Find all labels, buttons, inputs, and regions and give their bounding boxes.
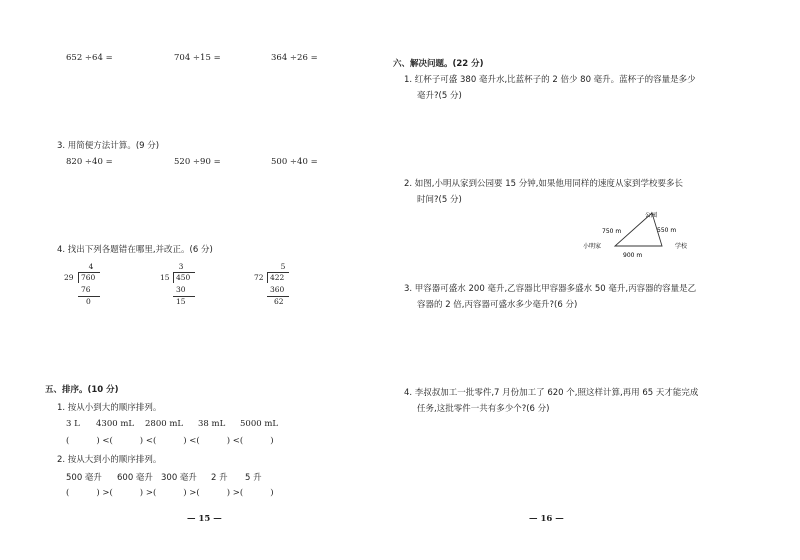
page-number: — 15 —	[187, 514, 222, 524]
sort-ascending-title: 1. 按从小到大的顺序排列。	[57, 403, 162, 413]
dividend: 450	[176, 273, 191, 282]
division-problem: 704 ÷15 =	[174, 53, 221, 63]
home-label: 小明家	[583, 243, 602, 250]
sort-item: 600 毫升	[117, 473, 153, 483]
division-bracket	[78, 272, 79, 283]
problem-text: 2. 如图,小明从家到公园要 15 分钟,如果他用同样的速度从家到学校要多长	[404, 179, 683, 189]
long-division	[64, 262, 124, 312]
quotient: 4	[88, 262, 94, 271]
problem-text: 毫升?(5 分)	[417, 91, 462, 101]
divisor: 15	[160, 273, 170, 282]
problem-text: 任务,这批零件一共有多少个?(6 分)	[417, 404, 550, 414]
sort-item: 500 毫升	[66, 473, 102, 483]
distance-diagram	[580, 206, 700, 261]
distance-home-school: 900 m	[623, 252, 643, 259]
long-division	[160, 262, 220, 312]
division-problem: 364 ÷26 =	[271, 53, 318, 63]
section5-title: 五、排序。(10 分)	[45, 385, 119, 395]
partial-product: 30	[176, 285, 186, 294]
sort-item: 300 毫升	[161, 473, 197, 483]
sort-item: 4300 mL	[96, 419, 135, 429]
answer-blanks[interactable]: ( ) <( ) <( ) <( ) <( )	[66, 436, 274, 446]
calc-problem: 500 ÷40 =	[271, 157, 318, 167]
quotient: 3	[178, 262, 184, 271]
division-bracket	[267, 272, 268, 283]
sort-item: 2 升	[211, 473, 228, 483]
sort-descending-title: 2. 按从大到小的顺序排列。	[57, 455, 162, 465]
sort-item: 3 L	[66, 419, 80, 429]
division-problem: 652 ÷64 =	[66, 53, 113, 63]
quotient: 5	[280, 262, 286, 271]
section6-title: 六、解决问题。(22 分)	[393, 59, 484, 69]
answer-blanks[interactable]: ( ) >( ) >( ) >( ) >( )	[66, 488, 274, 498]
calc-problem: 820 ÷40 =	[66, 157, 113, 167]
long-division	[254, 262, 314, 312]
distance-park-school: 550 m	[657, 227, 677, 234]
sort-item: 5000 mL	[240, 419, 279, 429]
sort-item: 5 升	[245, 473, 262, 483]
page-number: — 16 —	[529, 514, 564, 524]
remainder: 0	[86, 297, 91, 306]
problem-text: 4. 李叔叔加工一批零件,7 月份加工了 620 个,照这样计算,再用 65 天才能完成	[404, 388, 699, 398]
divisor: 29	[64, 273, 74, 282]
problem-text: 3. 甲容器可盛水 200 毫升,乙容器比甲容器多盛水 50 毫升,丙容器的容量是乙	[404, 284, 697, 294]
remainder: 15	[176, 297, 186, 306]
school-label: 学校	[675, 243, 688, 250]
sort-item: 38 mL	[198, 419, 226, 429]
q3-title: 3. 用简便方法计算。(9 分)	[57, 141, 160, 151]
park-label: 公园	[645, 212, 658, 219]
problem-text: 时间?(5 分)	[417, 195, 462, 205]
dividend: 422	[270, 273, 285, 282]
dividend: 760	[81, 273, 96, 282]
calc-problem: 520 ÷90 =	[174, 157, 221, 167]
partial-product: 76	[81, 285, 91, 294]
divisor: 72	[254, 273, 264, 282]
sort-item: 2800 mL	[145, 419, 184, 429]
q4-title: 4. 找出下列各题错在哪里,并改正。(6 分)	[57, 245, 213, 255]
problem-text: 1. 红杯子可盛 380 毫升水,比蓝杯子的 2 倍少 80 毫升。蓝杯子的容量是多少	[404, 75, 696, 85]
partial-product: 360	[270, 285, 285, 294]
problem-text: 容器的 2 倍,丙容器可盛水多少毫升?(6 分)	[417, 300, 578, 310]
distance-home-park: 750 m	[602, 228, 622, 235]
remainder: 62	[274, 297, 284, 306]
division-bracket	[173, 272, 174, 283]
